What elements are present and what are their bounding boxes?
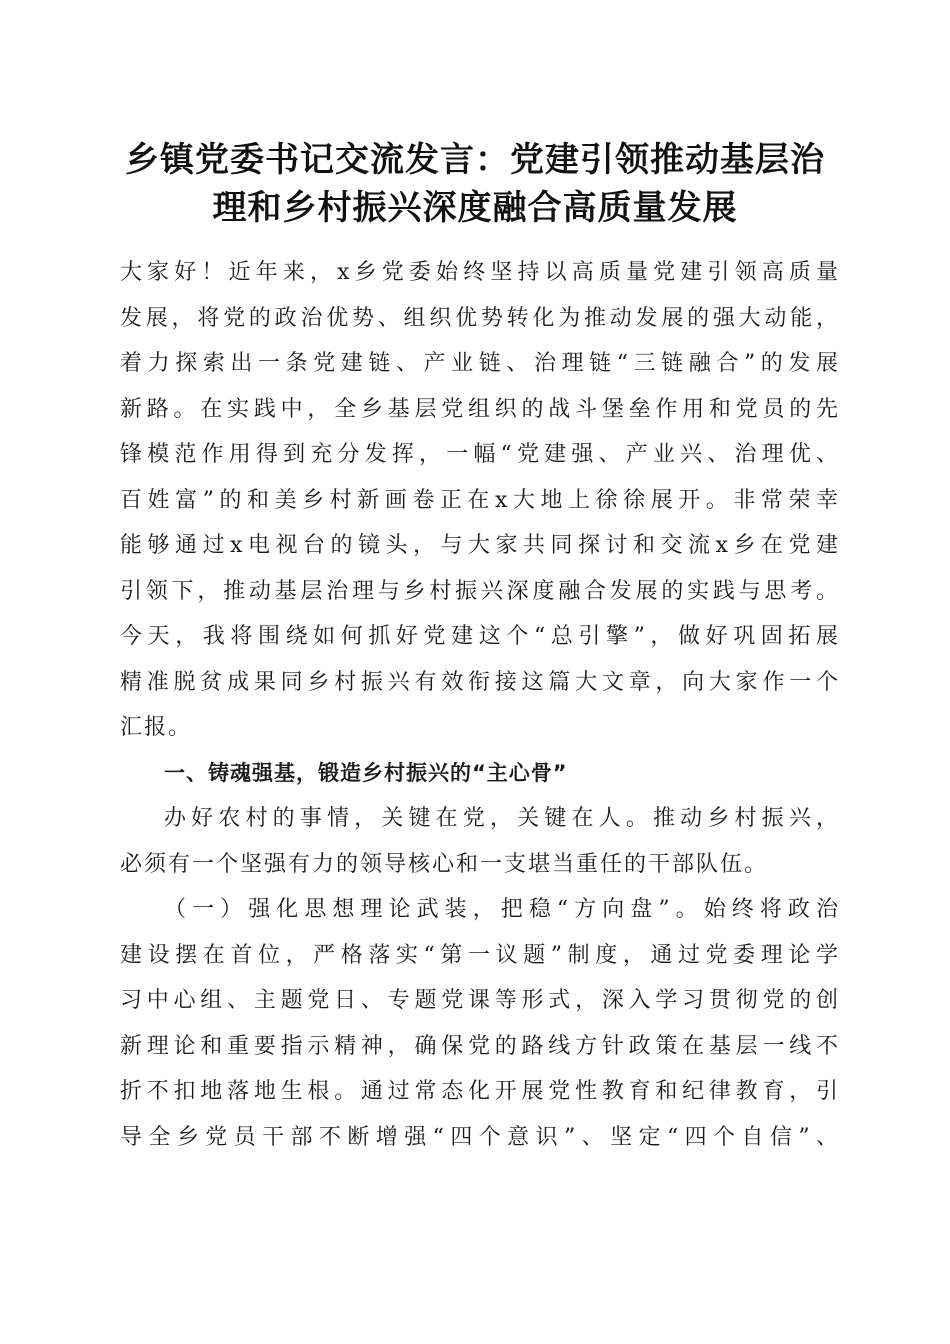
document-title (60, 136, 890, 232)
paragraph-line: 新路。在实践中，全乡基层党组织的战斗堡垒作用和党员的先 (120, 396, 840, 422)
paragraph-line: 今天，我将围绕如何抓好党建这个“总引擎”，做好巩固拓展 (120, 624, 840, 649)
title-line: 理和乡村振兴深度融合高质量发展 (212, 188, 738, 228)
paragraph-line: （一）强化思想理论武装，把稳“方向盘”。始终将政治 (164, 897, 840, 922)
paragraph-line: 汇报。 (120, 715, 193, 740)
paragraph-line: 大家好！近年来，x乡党委始终坚持以高质量党建引领高质量 (120, 260, 840, 285)
title-line: 乡镇党委书记交流发言：党建引领推动基层治 (125, 140, 825, 180)
paragraph-line: 锋模范作用得到充分发挥，一幅“党建强、产业兴、治理优、 (120, 442, 840, 467)
intro-paragraph (120, 250, 840, 751)
document-body (120, 250, 840, 1160)
paragraph-line: 必须有一个坚强有力的领导核心和一支堪当重任的干部队伍。 (120, 851, 769, 877)
paragraph-line: 引领下，推动基层治理与乡村振兴深度融合发展的实践与思考。 (120, 578, 840, 604)
paragraph-line: 办好农村的事情，关键在党，关键在人。推动乡村振兴， (164, 806, 840, 831)
paragraph-line: 新理论和重要指示精神，确保党的路线方针政策在基层一线不 (120, 1033, 840, 1059)
section-heading: 一、铸魂强基，锻造乡村振兴的“主心骨” (164, 760, 568, 785)
paragraph-line: 能够通过x电视台的镜头，与大家共同探讨和交流x乡在党建 (120, 533, 840, 558)
paragraph-line: 百姓富”的和美乡村新画卷正在x大地上徐徐展开。非常荣幸 (120, 487, 840, 513)
section1-paragraph (120, 796, 840, 887)
paragraph-line: 导全乡党员干部不断增强“四个意识”、坚定“四个自信”、 (120, 1124, 840, 1150)
paragraph-line: 着力探索出一条党建链、产业链、治理链“三链融合”的发展 (120, 351, 840, 376)
paragraph-line: 精准脱贫成果同乡村振兴有效衔接这篇大文章，向大家作一个 (120, 669, 840, 695)
paragraph-line: 习中心组、主题党日、专题党课等形式，深入学习贯彻党的创 (120, 988, 840, 1013)
paragraph-line: 建设摆在首位，严格落实“第一议题”制度，通过党委理论学 (120, 942, 840, 968)
subsection1-paragraph (120, 887, 840, 1160)
paragraph-line: 发展，将党的政治优势、组织优势转化为推动发展的强大动能， (120, 305, 840, 331)
paragraph-line: 折不扣地落地生根。通过常态化开展党性教育和纪律教育，引 (120, 1079, 840, 1104)
